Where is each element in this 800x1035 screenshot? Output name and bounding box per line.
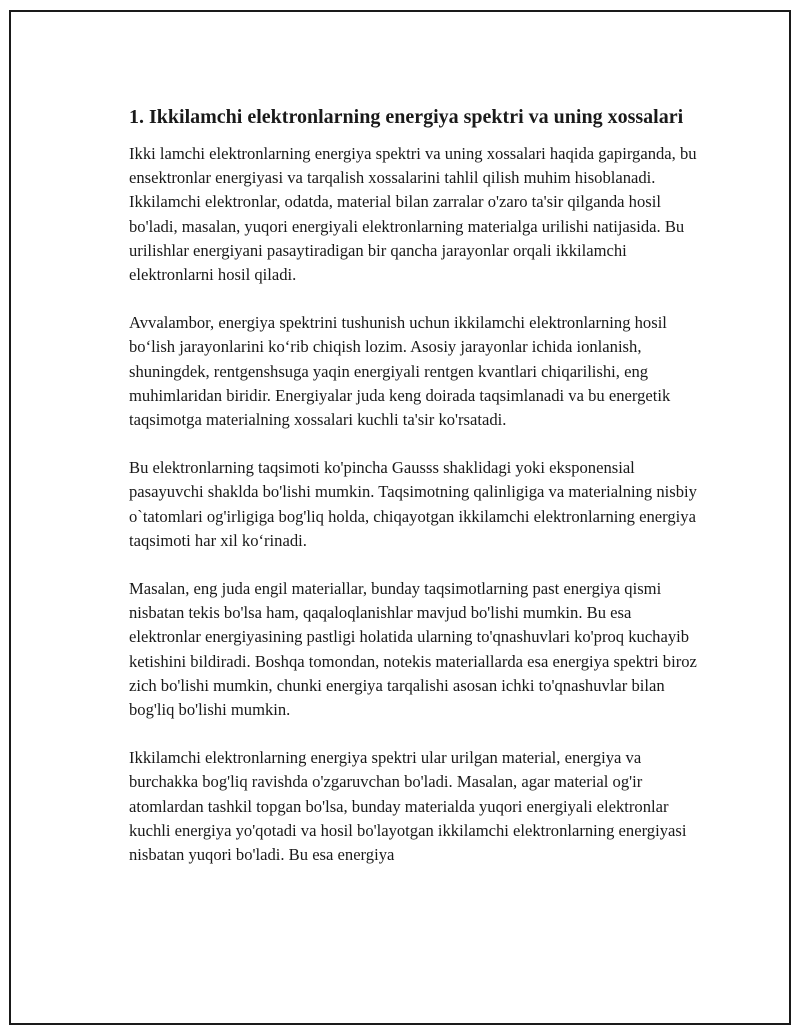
- paragraph: Avvalambor, energiya spektrini tushunish uchun ikkilamchi elektronlarning hosil bo‘lish jarayonlarini ko‘rib chiqish lozim. Asosiy jarayonlar ichida ionlanish, shuningdek, rentgenshsuga yaqin energiyali rentgen kvantlari chiqarilishi, eng muhimlaridan biridir. Energiyalar juda keng doirada taqsimlanadi va bu energetik taqsimotga materialning xossalari kuchli ta'sir ko'rsatadi.: [129, 313, 671, 430]
- paragraph: Ikkilamchi elektronlarning energiya spektri ular urilgan material, energiya va burchakka bog'liq ravishda o'zgaruvchan bo'ladi. Masalan, agar material og'ir atomlardan tashkil topgan bo'lsa, bunday materialda yuqori energiyali elektronlar kuchli energiya yo'qotadi va hosil bo'layotgan ikkilamchi elektronlarning energiyasi nisbatan yuqori bo'ladi. Bu esa energiya: [129, 748, 687, 865]
- paragraph: Bu elektronlarning taqsimoti ko'pincha Gausss shaklidagi yoki eksponensial pasayuvchi shaklda bo'lishi mumkin. Taqsimotning qalinligiga va materialning nisbiy o`tatomlari og'irligiga bog'liq holda, chiqayotgan ikkilamchi elektronlarning energiya taqsimoti har xil ko‘rinadi.: [129, 458, 697, 550]
- paragraph: Masalan, eng juda engil materiallar, bunday taqsimotlarning past energiya qismi nisbatan tekis bo'lsa ham, qaqaloqlanishlar mavjud bo'lishi mumkin. Bu esa elektronlar energiyasining pastligi holatida ularning to'qnashuvlari ko'proq kuchayib ketishini bildiradi. Boshqa tomondan, notekis materiallarda esa energiya spektri biroz zich bo'lishi mumkin, chunki energiya tarqalishi asosan ichki to'qnashuvlar bilan bog'liq bo'lishi mumkin.: [129, 579, 697, 720]
- document-title: 1. Ikkilamchi elektronlarning energiya spektri va uning xossalari: [129, 106, 684, 128]
- paragraph: Ikki lamchi elektronlarning energiya spektri va uning xossalari haqida gapirganda, bu ensektronlar energiyasi va tarqalish xossalarini tahlil qilish muhim hisoblanadi. Ikkilamchi elektronlar, odatda, material bilan zarralar o'zaro ta'sir qilganda hosil bo'ladi, masalan, yuqori energiyali elektronlarning materialga urilishi natijasida. Bu urilishlar energiyani pasaytiradigan bir qancha jarayonlar orqali ikkilamchi elektronlarni hosil qiladi.: [129, 144, 697, 285]
- page-frame: [9, 10, 791, 1025]
- document-page: [129, 104, 699, 891]
